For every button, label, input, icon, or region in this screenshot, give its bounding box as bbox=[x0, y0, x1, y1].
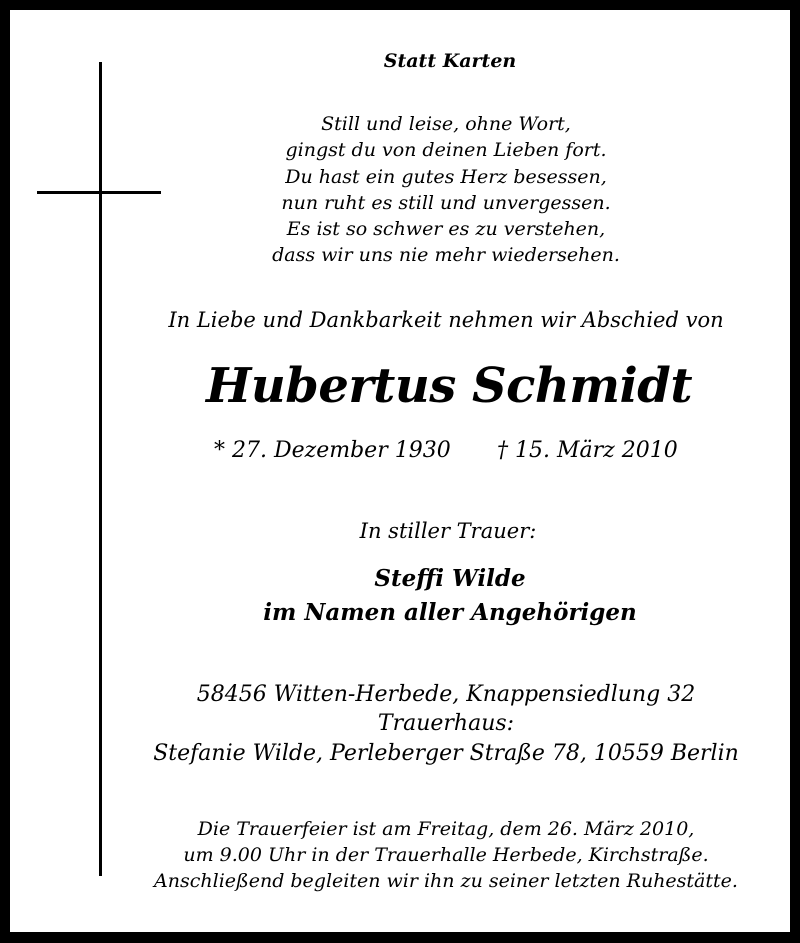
address-line: Stefanie Wilde, Perleberger Straße 78, 10559 Berlin bbox=[153, 741, 739, 766]
poem-line: Es ist so schwer es zu verstehen, bbox=[286, 218, 606, 240]
heading-statt-karten: Statt Karten bbox=[383, 50, 517, 72]
poem-line: Still und leise, ohne Wort, bbox=[321, 113, 571, 135]
address-line: 58456 Witten-Herbede, Knappensiedlung 32 bbox=[196, 682, 696, 707]
poem-line: dass wir uns nie mehr wiedersehen. bbox=[272, 244, 620, 266]
death-date: † 15. März 2010 bbox=[497, 438, 678, 463]
signer-name: Steffi Wilde bbox=[374, 565, 526, 592]
deceased-name: Hubertus Schmidt bbox=[206, 358, 692, 414]
poem-line: nun ruht es still und unvergessen. bbox=[281, 192, 611, 214]
farewell-intro: In Liebe und Dankbarkeit nehmen wir Abschied von bbox=[168, 308, 724, 332]
ceremony-line: Die Trauerfeier ist am Freitag, dem 26. März 2010, bbox=[197, 818, 695, 840]
poem-line: Du hast ein gutes Herz besessen, bbox=[285, 166, 607, 188]
poem-line: gingst du von deinen Lieben fort. bbox=[285, 139, 607, 161]
ceremony-line: Anschließend begleiten wir ihn zu seiner letzten Ruhestätte. bbox=[154, 870, 738, 892]
ceremony-line: um 9.00 Uhr in der Trauerhalle Herbede, Kirchstraße. bbox=[183, 844, 709, 866]
mourning-label: In stiller Trauer: bbox=[359, 519, 537, 543]
address-line: Trauerhaus: bbox=[377, 711, 515, 736]
signer-relation: im Namen aller Angehörigen bbox=[263, 599, 637, 626]
birth-date: * 27. Dezember 1930 bbox=[214, 438, 451, 463]
